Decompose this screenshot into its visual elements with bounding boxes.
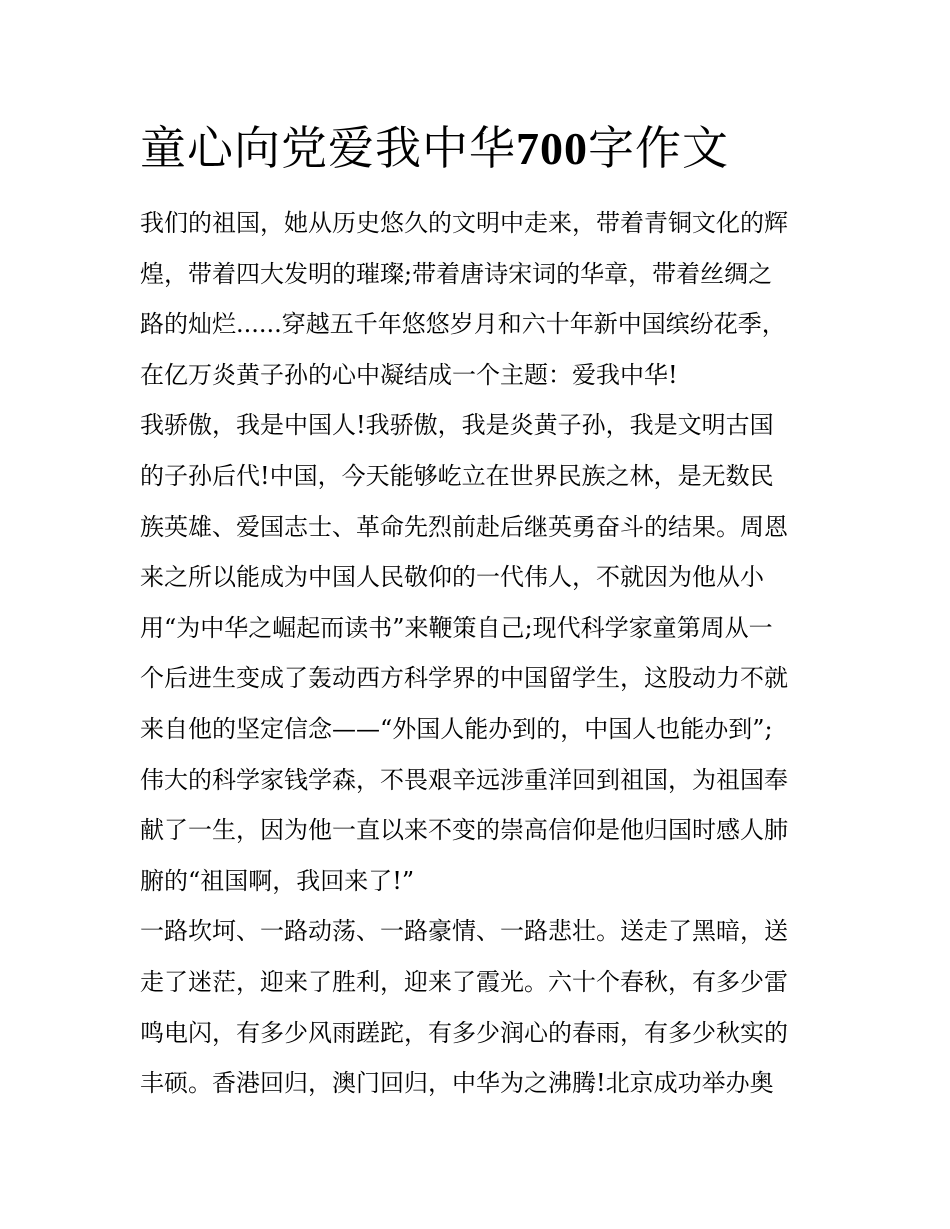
text-line: 路的灿烂......穿越五千年悠悠岁月和六十年新中国缤纷花季， — [140, 310, 786, 339]
document-title — [140, 108, 820, 189]
text-line: 煌，带着四大发明的璀璨;带着唐诗宋词的华章，带着丝绸之 — [140, 259, 773, 288]
text-line: 个后进生变成了轰动西方科学界的中国留学生，这股动力不就 — [140, 664, 788, 693]
essay-body — [140, 198, 820, 1109]
text-line: 的子孙后代!中国，今天能够屹立在世界民族之林，是无数民 — [140, 461, 774, 490]
text-line: 族英雄、爱国志士、革命先烈前赴后继英勇奋斗的结果。周恩 — [140, 512, 788, 541]
text-line: 在亿万炎黄子孙的心中凝结成一个主题：爱我中华! — [140, 360, 678, 389]
text-line: 我们的祖国，她从历史悠久的文明中走来，带着青铜文化的辉 — [140, 209, 788, 237]
title-text-part1: 童心向党爱我中华 — [140, 121, 516, 175]
text-line: 用“为中华之崛起而读书”来鞭策自己;现代科学家童第周从一 — [140, 613, 773, 642]
text-line: 来之所以能成为中国人民敬仰的一代伟人，不就因为他从小 — [140, 563, 764, 592]
text-line: 鸣电闪，有多少风雨蹉跎，有多少润心的春雨，有多少秋实的 — [140, 1018, 788, 1047]
text-line: 走了迷茫，迎来了胜利，迎来了霞光。六十个春秋，有多少雷 — [140, 967, 788, 996]
title-text-part2: 字作文 — [588, 121, 729, 175]
title-number: 700 — [516, 123, 588, 174]
text-line: 我骄傲，我是中国人!我骄傲，我是炎黄子孙，我是文明古国 — [140, 411, 774, 440]
text-line: 献了一生，因为他一直以来不变的崇高信仰是他归国时感人肺 — [140, 816, 788, 845]
text-line: 一路坎坷、一路动荡、一路豪情、一路悲壮。送走了黑暗，送 — [140, 917, 788, 946]
text-line: 来自他的坚定信念——“外国人能办到的，中国人也能办到”; — [140, 714, 773, 743]
text-line: 伟大的科学家钱学森，不畏艰辛远涉重洋回到祖国，为祖国奉 — [140, 765, 788, 794]
text-line: 腑的“祖国啊，我回来了!” — [140, 866, 415, 895]
text-line: 丰硕。香港回归，澳门回归，中华为之沸腾!北京成功举办奥 — [140, 1069, 774, 1098]
